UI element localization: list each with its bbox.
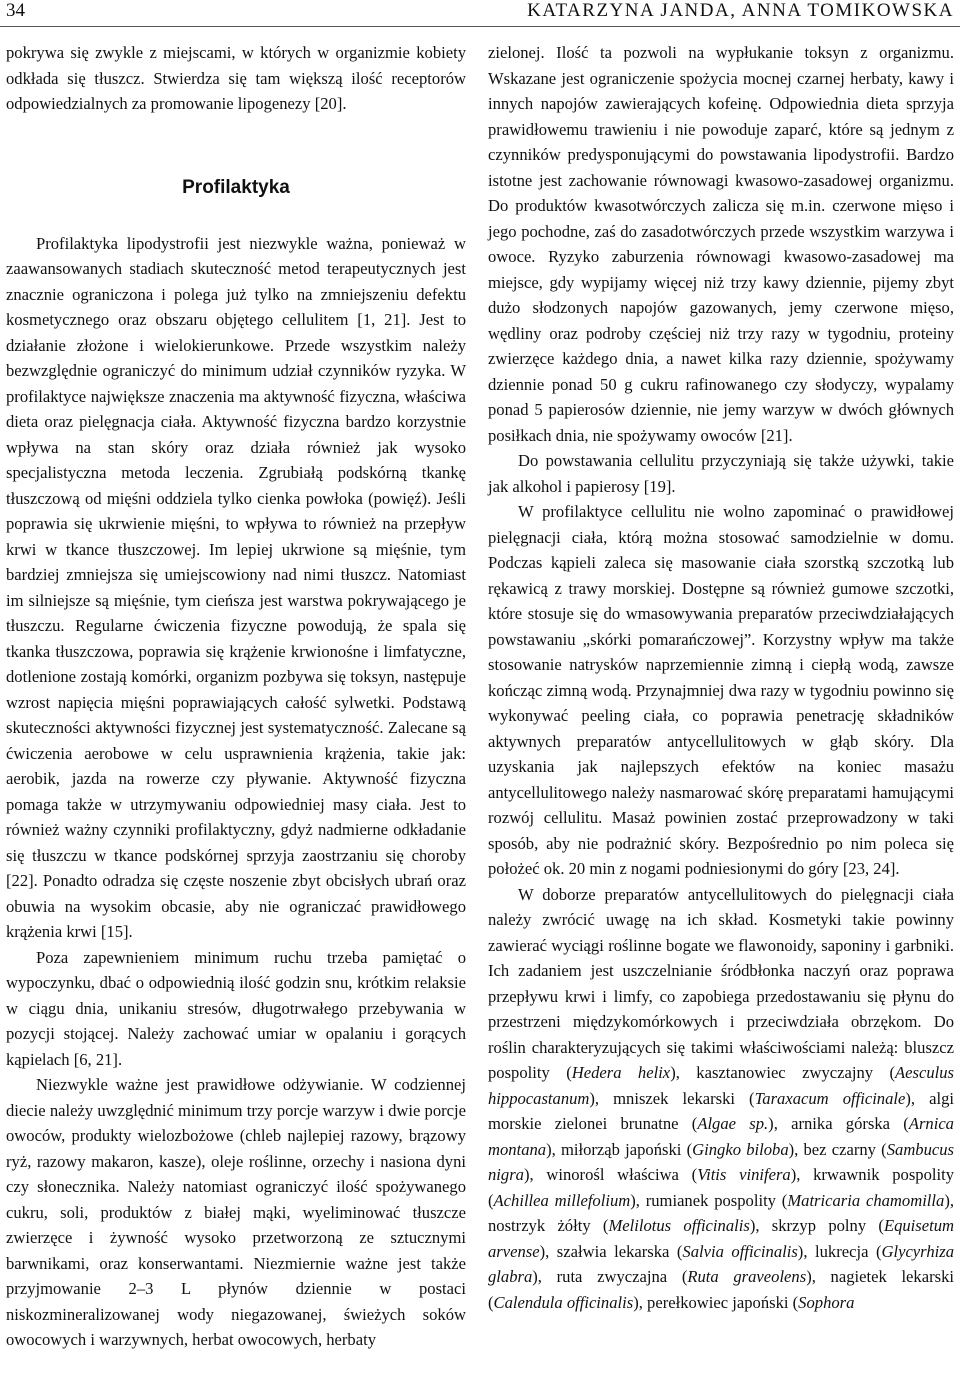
text-segment: ), bez czarny (	[788, 1139, 887, 1159]
latin-species-name: Vitis vinifera	[697, 1165, 791, 1184]
latin-species-name: Calendula officinalis	[493, 1292, 634, 1312]
left-column	[6, 40, 466, 1353]
text-segment: ), krwawnik pospolity (	[488, 1165, 954, 1210]
header-rule	[0, 26, 960, 27]
body-paragraph: zielonej. Ilość ta pozwoli na wypłukanie toksyn z organizmu. Wskazane jest ograniczenie spożycia mocnej czarnej herbaty, kawy i innych napojów zawierających kofeinę. Odpowiednia dieta sprzyja prawidłowemu trawieniu i nie powoduje zaparć, które są jednym z czynników predysponującymi do powstawania lipodystrofii. Bardzo istotne jest zachowanie równowagi kwasowo-zasadowej organizmu. Do produktów kwasotwórczych zalicza się m.in. czerwone mięso i jego pochodne, zaś do zasadotwórczych przede wszystkim warzywa i owoce. Ryzyko zaburzenia równowagi kwasowo-zasadowej ma miejsce, gdy wypijamy więcej niż trzy kawy dziennie, pijemy zbyt dużo słodzonych napojów gazowanych, jemy czerwone mięso, wędliny oraz podroby częściej niż trzy razy w tygodniu, proteiny zwierzęce każdego dnia, a nawet kilka razy dziennie, spożywamy dziennie ponad 50 g cukru rafinowanego czy słodyczy, wypalamy ponad 5 papierosów dziennie, nie jemy warzyw w dwóch głównych posiłkach dnia, nie spożywamy owoców [21].	[488, 43, 954, 445]
latin-species-name: Arnica montana	[488, 1114, 954, 1159]
latin-species-name: Melilotus officinalis	[608, 1216, 750, 1235]
text-segment: ), skrzyp polny (	[749, 1216, 884, 1235]
body-paragraph: Niezwykle ważne jest prawidłowe odżywianie. W codziennej diecie należy uwzględnić minimum trzy porcje warzyw i dwie porcje owoców, produkty wielozbożowe (chleb najlepiej razowy, brązowy ryż, razowy makaron, kasze), oleje roślinne, orzechy i nasiona dyni czy słonecznika. Należy natomiast ograniczyć ilość spożywanego cukru, soli, produktów z białej mąki, wyeliminować tłuszcze zwierzęce i żywność wysoko przetworzoną ze sztucznymi barwnikami, oraz konserwantami. Niezmiernie ważne jest także przyjmowanie 2–3 L płynów dziennie w postaci niskozmineralizowanej wody niegazowanej, świeżych soków owocowych i warzywnych, herbat owocowych, herbaty	[6, 1075, 466, 1349]
latin-species-name: Algae sp.	[697, 1114, 769, 1133]
latin-species-name: Ruta graveolens	[687, 1267, 807, 1286]
latin-species-name: Hedera helix	[571, 1063, 671, 1082]
section-heading: Profilaktyka	[182, 176, 290, 198]
text-segment: ), miłorząb japoński (	[546, 1139, 693, 1159]
latin-species-name: Salvia officinalis	[682, 1241, 798, 1261]
page-number: 34	[6, 0, 25, 21]
latin-species-name: Aesculus hippocastanum	[488, 1063, 954, 1108]
latin-species-name: Matricaria chamomilla	[787, 1190, 945, 1210]
latin-species-name: Equisetum arvense	[488, 1216, 954, 1261]
continued-paragraph: pokrywa się zwykle z miejscami, w których w organizmie kobiety odkłada się tłuszcz. Stwierdza się tam większą ilość receptorów odpowiedzialnych za promowanie lipogenezy [20].	[6, 43, 466, 113]
text-segment: ), kasztanowiec zwyczajny (	[670, 1063, 895, 1082]
text-segment: ), nostrzyk żółty (	[488, 1190, 955, 1235]
latin-species-name: Gingko biloba	[692, 1139, 789, 1159]
text-segment: ), winorośl właściwa (	[523, 1165, 698, 1184]
body-paragraph: Profilaktyka lipodystrofii jest niezwykle ważna, ponieważ w zaawansowanych stadiach skuteczność metod terapeutycznych jest znacznie ograniczona i polega już tylko na zmniejszeniu defektu kosmetycznego oraz obszaru objętego cellulitem [1, 21]. Jest to działanie złożone i wielokierunkowe. Przede wszystkim należy bezwzględnie ograniczyć do minimum udział czynników ryzyka. W profilaktyce największe znaczenia ma aktywność fizyczna, właściwa dieta oraz pielęgnacja ciała. Aktywność fizyczna bardzo korzystnie wpływa na stan skóry oraz działa również jak wysoko specjalistyczna metoda leczenia. Zgrubiałą podskórną tkankę tłuszczową od mięśni oddziela tylko cienka powłoka (powięź). Jeśli poprawia się ukrwienie mięśni, to wpływa to również na przepływ krwi w tkance tłuszczowej. Im lepiej ukrwione są mięśnie, tym bardziej zmniejsza się umiejscowiony nad nimi tłuszcz. Natomiast im silniejsze są mięśnie, tym cieńsza jest warstwa pokrywającego je tłuszczu. Regularne ćwiczenia fizyczne powodują, że spala się tkanka tłuszczowa, poprawia się krążenie krwionośne i limfatyczne, dotlenione zostają komórki, organizm pozbywa się toksyn, następuje wzrost napięcia mięśni poprawiających całość sylwetki. Podstawą skuteczności aktywności fizycznej jest systematyczność. Zalecane są ćwiczenia aerobowe w celu usprawnienia krążenia, takie jak: aerobik, jazda na rowerze czy pływanie. Aktywność fizyczna pomaga także w utrzymywaniu odpowiedniej masy ciała. Jest to również ważny czynniki profilaktyczny, gdyż nadmierne odkładanie się tłuszczu w tkance podskórnej sprzyja zaostrzaniu się choroby [22]. Ponadto odradza się częste noszenie zbyt obcisłych ubrań oraz obuwia na wysokim obcasie, aby nie ograniczać prawidłowego krążenia krwi [15].	[6, 233, 466, 941]
latin-species-name: Glycyrhiza glabra	[488, 1241, 954, 1286]
body-paragraph: Do powstawania cellulitu przyczyniają się także używki, takie jak alkohol i papierosy [19].	[488, 451, 954, 496]
text-segment: ), mniszek lekarski (	[589, 1088, 755, 1108]
text-segment: ), lukrecja (	[797, 1241, 882, 1261]
body-paragraph: Poza zapewnieniem minimum ruchu trzeba pamiętać o wypoczynku, dbać o odpowiednią ilość godzin snu, krótkim relaksie w ciągu dnia, unikaniu stresów, długotrwałego przebywania w pozycji stojącej. Należy zachować umiar w opalaniu i gorących kąpielach [6, 21].	[6, 947, 466, 1069]
text-segment: ), algi morskie zielonei brunatne (	[488, 1088, 954, 1133]
latin-species-name: Sophora	[798, 1292, 855, 1312]
running-header	[6, 0, 954, 24]
body-paragraph-species-list	[488, 882, 954, 1316]
running-head-authors: KATARZYNA JANDA, ANNA TOMIKOWSKA	[527, 0, 954, 21]
text-segment: W doborze preparatów antycellulitowych do pielęgnacji ciała należy zwrócić uwagę na ich skład. Kosmetyki takie powinny zawierać wyciągi roślinne bogate we flawonoidy, saponiny i garbniki. Ich zadaniem jest uszczelnianie śródbłonka naczyń oraz poprawa przepływu krwi i limfy, co zapobiega przedostawaniu się płynu do przestrzeni międzykomórkowych i przeciwdziała obrzękom. Do roślin charakteryzujących się takimi właściwościami należą: bluszcz pospolity (	[488, 884, 954, 1082]
right-column	[488, 40, 954, 1315]
latin-species-name: Achillea millefolium	[493, 1190, 631, 1210]
text-segment: ), perełkowiec japoński (	[633, 1292, 799, 1312]
body-paragraph: W profilaktyce cellulitu nie wolno zapominać o prawidłowej pielęgnacji ciała, którą można stosować samodzielnie w domu. Podczas kąpieli zaleca się masowanie ciała szorstką szczotką lub rękawicą z trawy morskiej. Dostępne są również gumowe szczotki, które stosuje się do wmasowywania preparatów przeciwdziałających powstawaniu „skórki pomarańczowej”. Korzystny wpływ ma także stosowanie natrysków naprzemiennie zimną i ciepłą wodą, zawsze kończąc zimną wodą. Przynajmniej dwa razy w tygodniu powinno się wykonywać peeling ciała, co poprawia penetrację składników aktywnych preparatów antycellulitowych w głąb skóry. Dla uzyskania jak najlepszych efektów na koniec masażu antycellulitowego należy nasmarować skórę preparatami hamującymi rozwój cellulitu. Masaż powinien zostać przeprowadzony w taki sposób, aby nie podrażnić skóry. Bezpośrednio po nim poleca się położeć ok. 20 min z nogami podniesionymi do góry [23, 24].	[488, 502, 954, 878]
text-segment: ), arnika górska (	[768, 1114, 909, 1133]
text-segment: ), szałwia lekarska (	[539, 1241, 683, 1261]
text-segment: ), ruta zwyczajna (	[532, 1267, 688, 1286]
latin-species-name: Sambucus nigra	[488, 1139, 955, 1184]
text-segment: ), rumianek pospolity (	[630, 1190, 788, 1210]
text-segment: ), nagietek lekarski (	[488, 1267, 954, 1312]
latin-species-name: Taraxacum officinale	[754, 1088, 906, 1108]
